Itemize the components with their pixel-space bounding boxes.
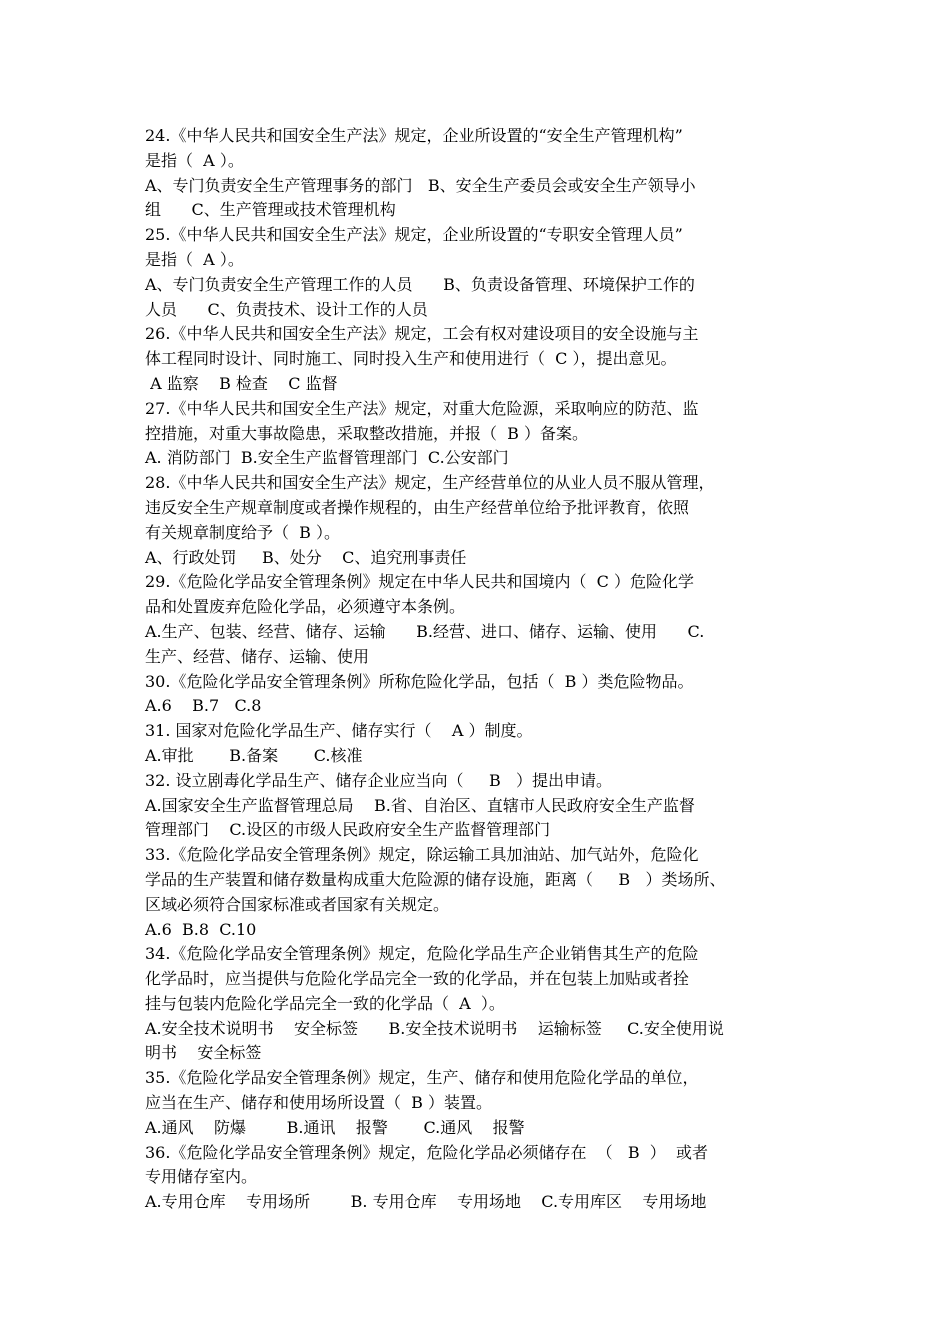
text-line: A、行政处罚 B、处分 C、追究刑事责任 (145, 547, 467, 567)
text-line: 学品的生产装置和储存数量构成重大危险源的储存设施，距离（ B ）类场所、 (145, 869, 726, 889)
text-line: A.安全技术说明书 安全标签 B.安全技术说明书 运输标签 C.安全使用说 (145, 1018, 724, 1038)
text-line: 是指（ A ）。 (145, 249, 244, 269)
text-line: 34.《危险化学品安全管理条例》规定，危险化学品生产企业销售其生产的危险 (145, 944, 699, 964)
text-line: A. 消防部门 B.安全生产监督管理部门 C.公安部门 (145, 448, 509, 468)
text-line: 29.《危险化学品安全管理条例》规定在中华人民共和国境内（ C ）危险化学 (145, 572, 694, 592)
text-line: A.生产、包装、经营、储存、运输 B.经营、进口、储存、运输、使用 C. (145, 621, 705, 641)
text-line: 区域必须符合国家标准或者国家有关规定。 (145, 894, 450, 914)
text-line: A 监察 B 检查 C 监督 (145, 373, 338, 393)
text-line: A.专用仓库 专用场所 B. 专用仓库 专用场地 C.专用库区 专用场地 (145, 1192, 707, 1212)
text-line: 明书 安全标签 (145, 1043, 262, 1063)
text-line: 品和处置废弃危险化学品，必须遵守本条例。 (145, 597, 466, 617)
text-line: 33.《危险化学品安全管理条例》规定，除运输工具加油站、加气站外，危险化 (145, 845, 699, 865)
text-line: 生产、经营、储存、运输、使用 (145, 646, 370, 666)
text-line: A.6 B.8 C.10 (145, 919, 257, 939)
text-line: 24.《中华人民共和国安全生产法》规定，企业所设置的“安全生产管理机构” (145, 126, 683, 145)
text-line: 挂与包装内危险化学品完全一致的化学品（ A ）。 (145, 993, 505, 1013)
text-line: 有关规章制度给予（ B ）。 (145, 522, 341, 542)
text-line: 专用储存室内。 (145, 1167, 258, 1187)
text-line: 31. 国家对危险化学品生产、储存实行（ A ）制度。 (145, 721, 533, 741)
text-line: 人员 C、负责技术、设计工作的人员 (145, 299, 428, 319)
text-line: 32. 设立剧毒化学品生产、储存企业应当向（ B ）提出申请。 (145, 770, 612, 790)
text-line: A.审批 B.备案 C.核准 (145, 745, 363, 765)
text-line: 组 C、生产管理或技术管理机构 (145, 200, 396, 220)
text-line: 控措施，对重大事故隐患，采取整改措施，并报（ B ）备案。 (145, 423, 589, 443)
text-line: 是指（ A ）。 (145, 150, 244, 170)
text-line: 30.《危险化学品安全管理条例》所称危险化学品，包括（ B ）类危险物品。 (145, 671, 694, 691)
text-line: A.国家安全生产监督管理总局 B.省、自治区、直辖市人民政府安全生产监督 (145, 795, 695, 815)
text-line: 36.《危险化学品安全管理条例》规定，危险化学品必须储存在 （ B ） 或者 (145, 1142, 708, 1162)
text-line: 26.《中华人民共和国安全生产法》规定，工会有权对建设项目的安全设施与主 (145, 324, 699, 344)
text-line: 体工程同时设计、同时施工、同时投入生产和使用进行（ C ），提出意见。 (145, 349, 677, 369)
text-line: 化学品时，应当提供与危险化学品完全一致的化学品，并在包装上加贴或者拴 (145, 969, 690, 989)
document-body (145, 124, 825, 1215)
text-line: 35.《危险化学品安全管理条例》规定，生产、储存和使用危险化学品的单位， (145, 1068, 699, 1088)
text-line: 管理部门 C.设区的市级人民政府安全生产监督管理部门 (145, 820, 551, 840)
text-line: 应当在生产、储存和使用场所设置（ B ）装置。 (145, 1093, 493, 1113)
text-line: A.6 B.7 C.8 (145, 696, 262, 716)
text-line: A.通风 防爆 B.通讯 报警 C.通风 报警 (145, 1117, 525, 1137)
text-line: A、专门负责安全生产管理事务的部门 B、安全生产委员会或安全生产领导小 (145, 175, 696, 195)
text-line: 28.《中华人民共和国安全生产法》规定，生产经营单位的从业人员不服从管理， (145, 473, 715, 493)
text-line: A、专门负责安全生产管理工作的人员 B、负责设备管理、环境保护工作的 (145, 274, 695, 294)
text-line: 27.《中华人民共和国安全生产法》规定，对重大危险源，采取响应的防范、监 (145, 398, 699, 418)
text-line: 违反安全生产规章制度或者操作规程的，由生产经营单位给予批评教育，依照 (145, 497, 690, 517)
text-line: 25.《中华人民共和国安全生产法》规定，企业所设置的“专职安全管理人员” (145, 225, 683, 245)
